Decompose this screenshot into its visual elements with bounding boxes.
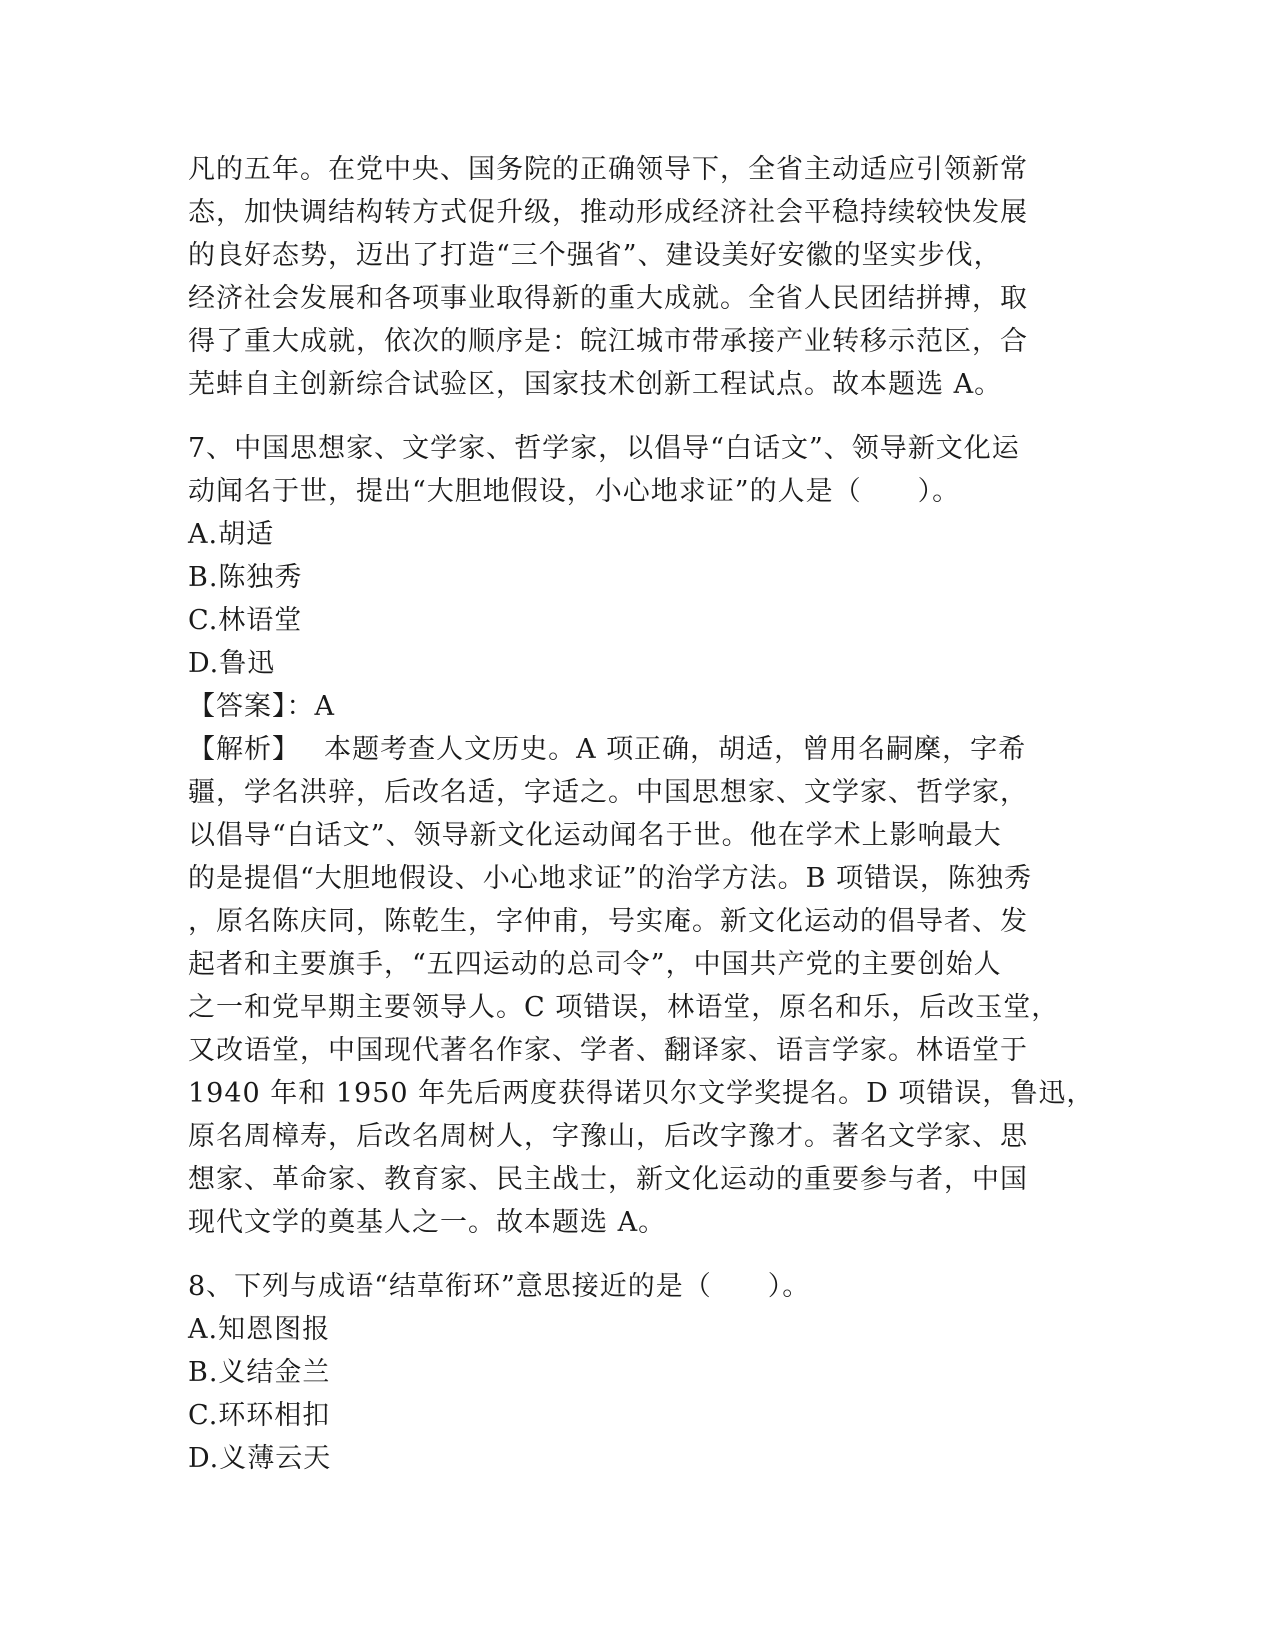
- paragraph-line: 经济社会发展和各项事业取得新的重大成就。全省人民团结拼搏，取: [188, 283, 1028, 314]
- spacer: [188, 1244, 1088, 1265]
- explanation-line: ，原名陈庆同，陈乾生，字仲甫，号实庵。新文化运动的倡导者、发: [188, 906, 1028, 937]
- option-a: A.知恩图报: [188, 1314, 331, 1345]
- question-stem-line: 动闻名于世，提出“大胆地假设，小心地求证”的人是（ ）。: [188, 476, 961, 507]
- paragraph-line: 得了重大成就，依次的顺序是：皖江城市带承接产业转移示范区，合: [188, 326, 1028, 357]
- question-stem-line: 8、下列与成语“结草衔环”意思接近的是（ ）。: [188, 1271, 811, 1302]
- option-b: B.陈独秀: [188, 562, 303, 593]
- explanation-line: 疆，学名洪骍，后改名适，字适之。中国思想家、文学家、哲学家，: [188, 777, 1028, 808]
- explanation-line: 之一和党早期主要领导人。C 项错误，林语堂，原名和乐，后改玉堂，: [188, 992, 1060, 1023]
- explanation-line: 的是提倡“大胆地假设、小心地求证”的治学方法。B 项错误，陈独秀: [188, 863, 1033, 894]
- explanation-line: 1940 年和 1950 年先后两度获得诺贝尔文学奖提名。D 项错误，鲁迅，: [188, 1078, 1095, 1109]
- explanation-line: 起者和主要旗手，“五四运动的总司令”，中国共产党的主要创始人: [188, 949, 1002, 980]
- paragraph-line: 芜蚌自主创新综合试验区，国家技术创新工程试点。故本题选 A。: [188, 369, 1003, 400]
- question-7: [188, 427, 1095, 1244]
- explanation-line: 原名周樟寿，后改名周树人，字豫山，后改字豫才。著名文学家、思: [188, 1121, 1028, 1152]
- spacer: [188, 406, 1088, 427]
- question-8: [188, 1265, 1088, 1480]
- option-b: B.义结金兰: [188, 1357, 331, 1388]
- option-c: C.林语堂: [188, 605, 303, 636]
- paragraph-line: 的良好态势，迈出了打造“三个强省”、建设美好安徽的坚实步伐，: [188, 240, 1002, 271]
- explanation-6-tail: [188, 148, 1088, 406]
- explanation-line: 又改语堂，中国现代著名作家、学者、翻译家、语言学家。林语堂于: [188, 1035, 1028, 1066]
- paragraph-line: 凡的五年。在党中央、国务院的正确领导下，全省主动适应引领新常: [188, 154, 1028, 185]
- paragraph-line: 态，加快调结构转方式促升级，推动形成经济社会平稳持续较快发展: [188, 197, 1028, 228]
- option-c: C.环环相扣: [188, 1400, 331, 1431]
- explanation-line: 现代文学的奠基人之一。故本题选 A。: [188, 1207, 667, 1238]
- explanation-line: 想家、革命家、教育家、民主战士，新文化运动的重要参与者，中国: [188, 1164, 1028, 1195]
- option-d: D.鲁迅: [188, 648, 276, 679]
- option-d: D.义薄云天: [188, 1443, 332, 1474]
- explanation-line: 以倡导“白话文”、领导新文化运动闻名于世。他在学术上影响最大: [188, 820, 1002, 851]
- document-page: [188, 148, 1095, 1480]
- answer-line: 【答案】：A: [188, 691, 335, 722]
- explanation-line: 【解析】 本题考查人文历史。A 项正确，胡适，曾用名嗣穈，字希: [188, 734, 1027, 765]
- question-stem-line: 7、中国思想家、文学家、哲学家，以倡导“白话文”、领导新文化运: [188, 433, 1020, 464]
- option-a: A.胡适: [188, 519, 275, 550]
